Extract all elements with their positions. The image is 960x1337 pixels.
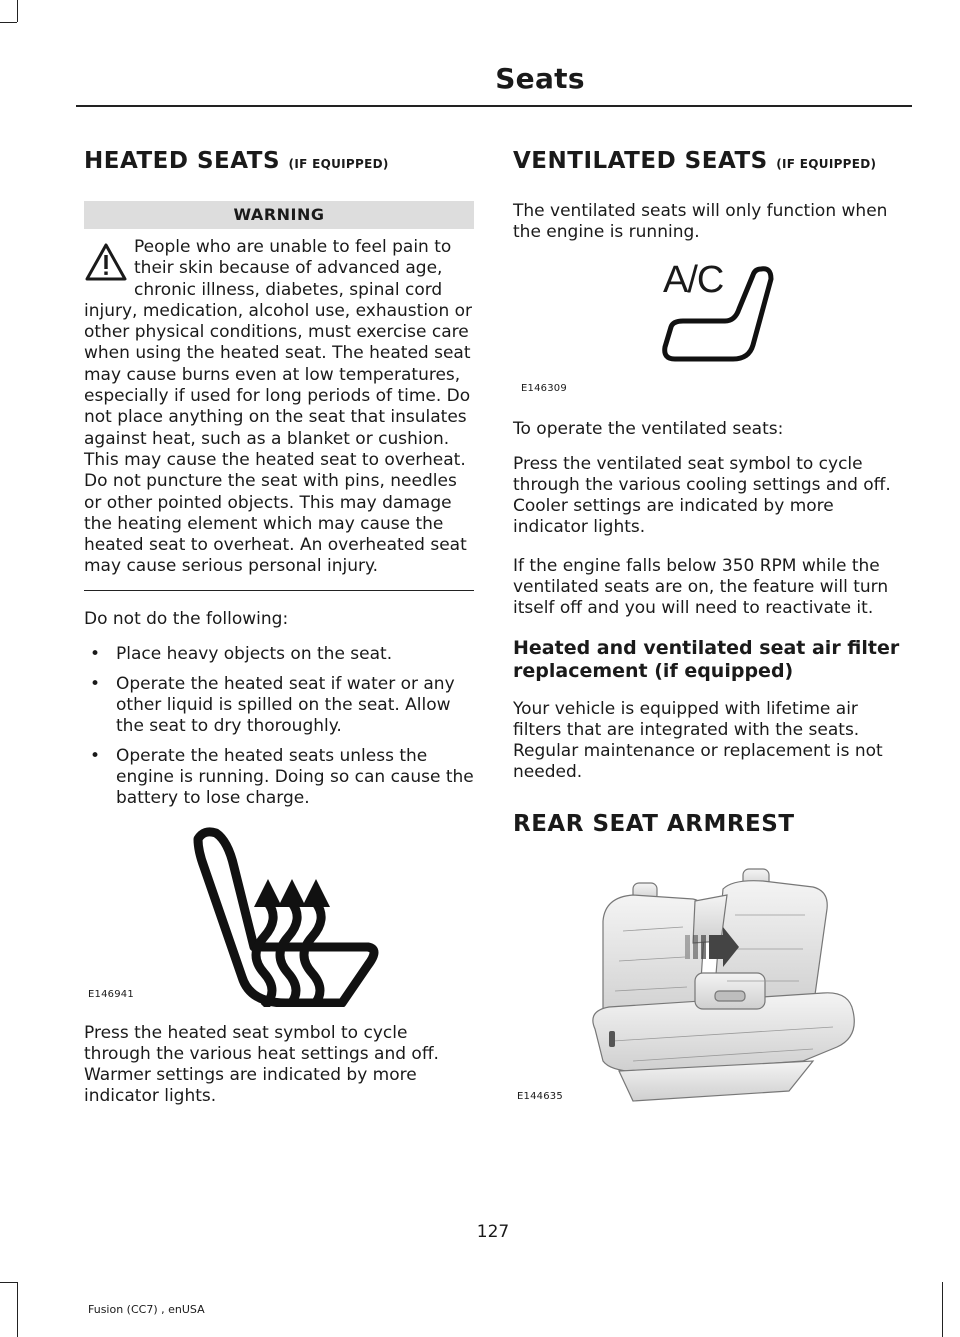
ventilated-seats-title-suffix: (IF EQUIPPED) — [776, 157, 877, 171]
heated-seat-icon — [190, 827, 380, 1007]
figure-id: E146309 — [521, 383, 567, 394]
filter-text: Your vehicle is equipped with lifetime air filters that are integrated with the seats. Regular maintenance or replacement is not needed. — [513, 699, 883, 782]
warning-divider — [84, 590, 474, 591]
ventilated-operate-heading: To operate the ventilated seats: — [513, 419, 784, 439]
bullet: • — [90, 745, 101, 766]
ventilated-instructions: Press the ventilated seat symbol to cycle through the various cooling settings and off. Cooler settings are indicated by more indicator lights. — [513, 454, 891, 537]
figure-id: E146941 — [88, 988, 134, 1000]
filter-heading: Heated and ventilated seat air filter replacement (if equipped) — [513, 637, 900, 682]
list-item — [84, 674, 474, 737]
page-header-title: Seats — [495, 62, 585, 95]
list-item-text: Operate the heated seat if water or any other liquid is spilled on the seat. Allow the seat to dry thoroughly. — [116, 673, 455, 736]
warning-block — [84, 237, 474, 578]
heated-seat-figure — [84, 825, 474, 1013]
right-column — [513, 146, 908, 1123]
bullet: • — [90, 673, 101, 694]
list-item-text: Place heavy objects on the seat. — [116, 643, 393, 664]
heated-seats-title: HEATED SEATS — [84, 148, 281, 174]
document-info: Fusion (CC7) , enUSA — [88, 1303, 205, 1316]
ventilated-seats-heading — [513, 146, 908, 179]
warning-text: People who are unable to feel pain to their skin because of advanced age, chronic illness, diabetes, spinal cord injury, medication, alcohol use, exhaustion or other physical conditions, must exercise care when using the heated seat. The heated seat may cause burns even at low temperatures, especially if used for long periods of time. Do not place anything on the seat that insulates against heat, such as a blanket or cushion. This may cause the heated seat to overheat. Do not puncture the seat with pins, needles or other pointed objects. This may damage the heating element which may cause the heated seat to overheat. An overheated seat may cause serious personal injury. — [84, 237, 473, 577]
ventilated-seats-title: VENTILATED SEATS — [513, 148, 768, 174]
heated-do-not-list — [84, 644, 474, 809]
heated-intro: Do not do the following: — [84, 608, 289, 629]
heated-seats-title-suffix: (IF EQUIPPED) — [288, 157, 389, 171]
list-item — [84, 746, 474, 809]
armrest-figure — [513, 861, 908, 1123]
crop-mark — [17, 1282, 18, 1337]
warning-banner: WARNING — [84, 201, 474, 229]
heated-instructions: Press the heated seat symbol to cycle through the various heat settings and off. Warmer settings are indicated by more indicator lights. — [84, 1022, 439, 1106]
ac-label: A/C — [663, 259, 724, 301]
left-column — [84, 146, 474, 1121]
crop-mark — [17, 0, 18, 22]
ventilated-seat-figure — [513, 257, 908, 409]
warning-triangle-icon — [84, 241, 128, 285]
list-item — [84, 644, 474, 665]
ventilated-engine-note: If the engine falls below 350 RPM while the ventilated seats are on, the feature will turn itself off and you will need to reactivate it. — [513, 556, 889, 618]
ventilated-intro: The ventilated seats will only function when the engine is running. — [513, 201, 888, 242]
heated-seats-heading — [84, 146, 474, 179]
armrest-heading: REAR SEAT ARMREST — [513, 811, 795, 837]
page-number: 127 — [476, 1222, 510, 1242]
figure-id: E144635 — [517, 1091, 563, 1102]
list-item-text: Operate the heated seats unless the engine is running. Doing so can cause the battery to lose charge. — [116, 745, 474, 808]
header-divider — [76, 105, 912, 107]
crop-mark — [0, 1282, 17, 1283]
rear-seat-armrest-illustration — [573, 861, 873, 1106]
crop-mark — [0, 22, 17, 23]
bullet: • — [90, 643, 101, 664]
crop-mark — [942, 1282, 943, 1337]
